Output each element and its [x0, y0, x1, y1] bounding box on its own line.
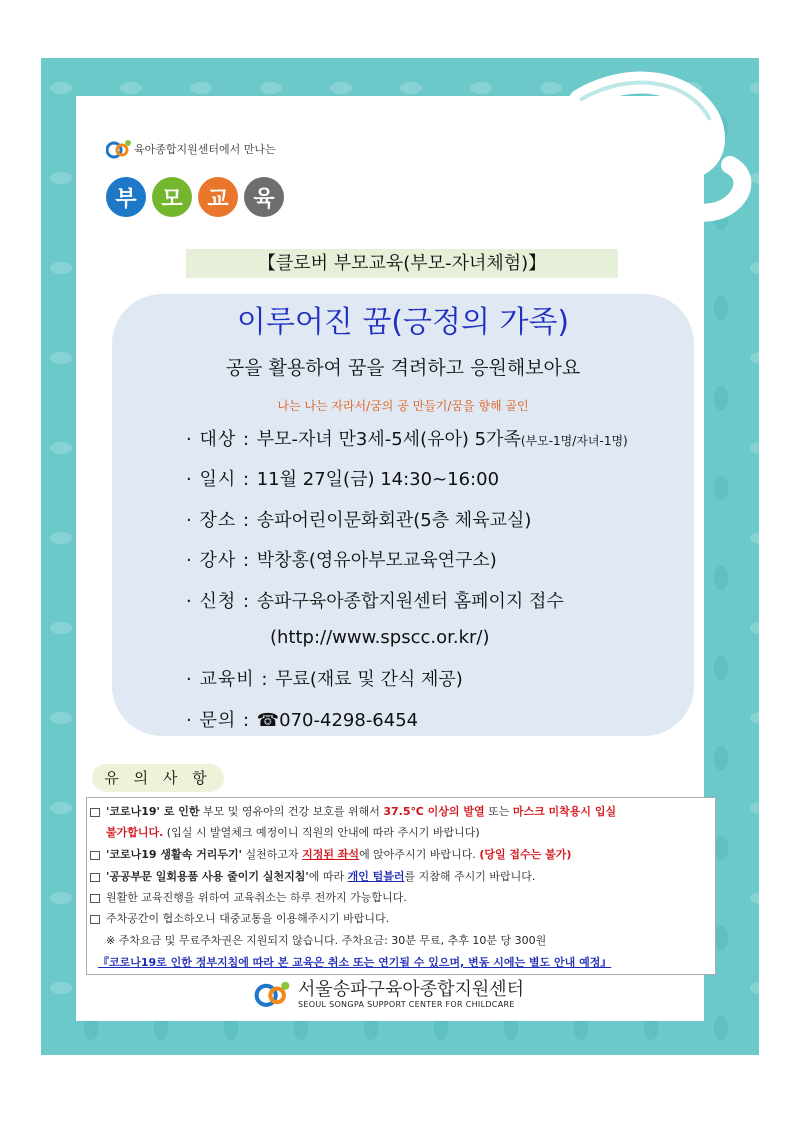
detail-label: · 일시 : — [186, 469, 257, 490]
title-char-3: 교 — [198, 177, 238, 217]
detail-value: 무료(재료 및 간식 제공) — [275, 669, 463, 690]
notice-text: 또는 — [484, 805, 513, 818]
center-logo-icon — [106, 138, 132, 160]
detail-value: 11월 27일(금) 14:30~16:00 — [256, 469, 500, 490]
ribbon-decoration — [520, 60, 760, 270]
notice-line-8 — [98, 954, 611, 970]
small-logo — [106, 138, 276, 160]
notice-text: 에 따라 — [308, 870, 348, 883]
notice-text: 부모 및 영유아의 건강 보호를 위해서 — [199, 805, 384, 818]
title-char-2: 모 — [152, 177, 192, 217]
notice-text: 『코로나19로 인한 정부지침에 따라 본 교육은 취소 또는 연기될 수 있으며, 변동 시에는 별도 안내 예정』 — [98, 956, 612, 969]
detail-label: · 강사 : — [186, 550, 257, 571]
checkbox-bullet-icon — [90, 894, 100, 903]
notice-line-2 — [106, 824, 480, 840]
program-category-title — [106, 177, 284, 217]
detail-note: (부모-1명/자녀-1명) — [520, 434, 628, 448]
title-char-4: 육 — [244, 177, 284, 217]
program-activities: 나는 나는 자라서/굼의 공 만들기/꿈을 향해 골인 — [277, 399, 529, 413]
notice-text: 에 앉아주시기 바랍니다. — [359, 848, 480, 861]
notice-text: 지정된 좌석 — [302, 848, 360, 861]
detail-value: ☎070-4298-6454 — [256, 710, 419, 731]
footer-logo — [246, 976, 554, 1012]
notice-text: (당일 접수는 불가) — [479, 848, 572, 861]
checkbox-bullet-icon — [90, 808, 100, 817]
notice-line-1 — [90, 803, 616, 819]
detail-value: 송파구육아종합지원센터 홈페이지 접수 — [256, 591, 564, 612]
checkbox-bullet-icon — [90, 851, 100, 860]
program-subtitle: 공을 활용하여 꿈을 격려하고 응원해보아요 — [225, 357, 581, 379]
notice-text: '코로나19' 로 인한 — [106, 805, 200, 818]
detail-target — [186, 425, 628, 451]
notice-line-7: ※ 주차요금 및 무료주차권은 지원되지 않습니다. 주차요금: 30분 무료, 추후 10분 당 300원 — [106, 934, 547, 947]
detail-label: · 신청 : — [186, 591, 257, 612]
program-title: 이루어진 꿈(긍정의 가족) — [236, 305, 570, 340]
small-logo-text: 육아종합지원센터에서 만나는 — [134, 143, 276, 156]
title-char-1: 부 — [106, 177, 146, 217]
notice-line-3 — [90, 846, 571, 862]
detail-label: · 장소 : — [186, 510, 257, 531]
notice-text: '공공부문 일회용품 사용 줄이기 실천지침' — [106, 870, 309, 883]
notice-line-6 — [90, 910, 389, 926]
notice-title: 유 의 사 항 — [92, 764, 224, 792]
footer-org-name: 서울송파구육아종합지원센터 — [298, 978, 525, 1000]
detail-contact — [186, 706, 418, 732]
notice-text: 실천하고자 — [241, 848, 303, 861]
detail-value: 박창홍(영유아부모교육연구소) — [256, 550, 497, 571]
detail-label: · 교육비 : — [186, 669, 276, 690]
detail-lecturer — [186, 546, 497, 572]
notice-text: 주차공간이 협소하오니 대중교통을 이용해주시기 바랍니다. — [106, 912, 390, 925]
notice-text: '코로나19 생활속 거리두기' — [106, 848, 242, 861]
notice-text: 원활한 교육진행을 위하여 교육취소는 하루 전까지 가능합니다. — [106, 891, 407, 904]
detail-apply — [186, 587, 564, 613]
detail-fee — [186, 665, 463, 691]
notice-text: 37.5℃ 이상의 발열 — [383, 805, 485, 818]
footer-org-name-en: SEOUL SONGPA SUPPORT CENTER FOR CHILDCARE — [298, 999, 515, 1009]
notice-line-5 — [90, 889, 407, 905]
notice-line-4 — [90, 868, 535, 884]
notice-text: 개인 텀블러 — [347, 870, 405, 883]
notice-text: 마스크 미착용시 입실 — [512, 805, 617, 818]
notice-text: (입실 시 발열체크 예정이니 직원의 안내에 따라 주시기 바랍니다) — [163, 826, 480, 839]
detail-label: · 대상 : — [186, 429, 257, 450]
detail-value: 송파어린이문화회관(5층 체육교실) — [256, 510, 532, 531]
center-logo-icon — [254, 979, 292, 1009]
detail-value: 부모-자녀 만3세-5세(유아) 5가족 — [256, 429, 521, 450]
detail-label: · 문의 : — [186, 710, 257, 731]
checkbox-bullet-icon — [90, 873, 100, 882]
detail-date — [186, 465, 499, 491]
notice-text: 불가합니다. — [106, 826, 164, 839]
detail-place — [186, 506, 531, 532]
program-heading: 【클로버 부모교육(부모-자녀체험)】 — [186, 249, 618, 278]
checkbox-bullet-icon — [90, 915, 100, 924]
apply-url-link[interactable]: (http://www.spscc.or.kr/) — [270, 627, 490, 648]
notice-text: 를 지참해 주시기 바랍니다. — [404, 870, 536, 883]
